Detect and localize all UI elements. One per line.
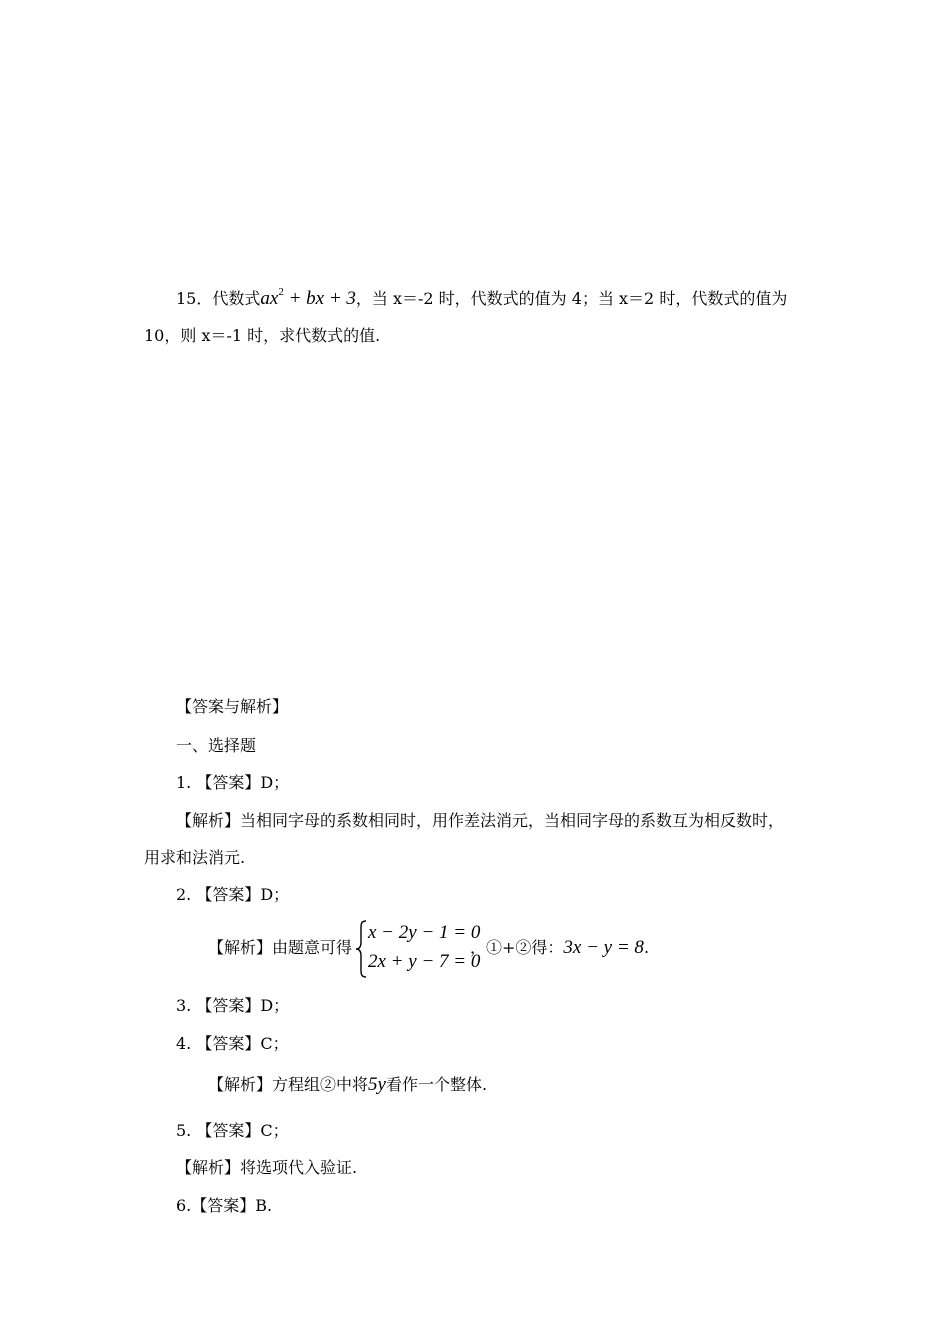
- question-15-line-2: 10，则 x＝-1 时，求代数式的值.: [144, 326, 381, 345]
- question-15-line-1: [176, 282, 787, 309]
- answer-1: 1. 【答案】D；: [176, 773, 290, 792]
- answer-3: 3. 【答案】D；: [176, 996, 290, 1015]
- answer-2-explanation-tail: [470, 938, 649, 958]
- equation-2: 2x + y − 7 = 0: [368, 951, 481, 972]
- answer-2-result-end: .: [643, 938, 650, 957]
- expression-rest: + bx + 3: [283, 288, 356, 309]
- answer-4-explanation: [208, 1075, 487, 1095]
- expression-ax2: $ax^2$: [260, 286, 284, 309]
- equation-1: x − 2y − 1 = 0: [368, 922, 481, 943]
- answer-4: 4. 【答案】C；: [176, 1034, 289, 1053]
- section-title-choice: 一、选择题: [176, 736, 257, 755]
- question-15-prefix: 15．代数式: [176, 289, 261, 308]
- answer-2-result: 3x − y = 8: [563, 937, 644, 958]
- answer-1-explanation-line-1: 【解析】当相同字母的系数相同时，用作差法消元，当相同字母的系数互为相反数时，: [176, 811, 785, 830]
- answer-2-explanation-mid: ，①+②得：: [470, 938, 564, 957]
- answer-2-explanation-prefix: 【解析】由题意可得: [208, 938, 353, 957]
- answer-2: 2. 【答案】D；: [176, 885, 290, 904]
- left-brace-icon: [355, 920, 367, 978]
- answer-4-explanation-prefix: 【解析】方程组②中将: [208, 1075, 369, 1094]
- expression-5y: 5y: [368, 1074, 386, 1095]
- question-15-line-1-tail: ，当 x＝-2 时，代数式的值为 4；当 x＝2 时，代数式的值为: [355, 289, 788, 308]
- answer-5-explanation: 【解析】将选项代入验证.: [176, 1158, 358, 1177]
- answer-6: 6.【答案】B.: [176, 1196, 273, 1215]
- answer-1-explanation-line-2: 用求和法消元.: [144, 848, 246, 867]
- answers-heading: 【答案与解析】: [176, 697, 289, 716]
- answer-4-explanation-suffix: 看作一个整体.: [385, 1075, 488, 1094]
- answer-5: 5. 【答案】C；: [176, 1121, 289, 1140]
